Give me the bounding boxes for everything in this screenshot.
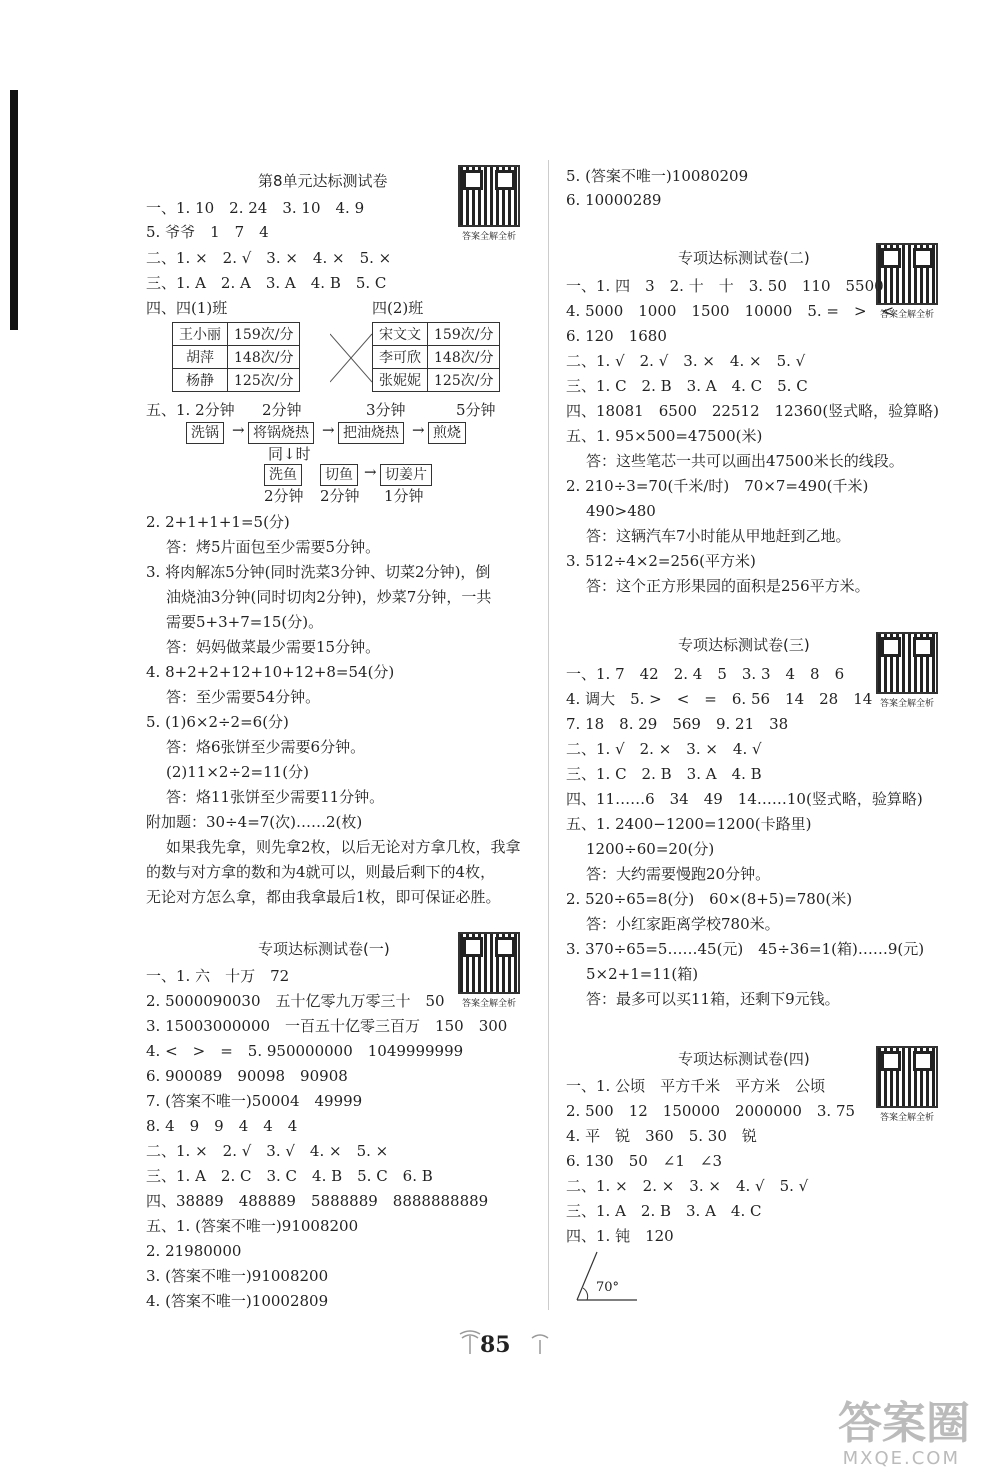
qr-caption: 答案全解全析 — [879, 1113, 934, 1123]
answer-line: 一、1. 六 十万 72 — [146, 967, 290, 985]
flow-box: 煎烧 — [428, 422, 466, 444]
answer-line: 三、1. C 2. B 3. A 4. B — [566, 765, 762, 783]
table-cell: 杨静 — [173, 369, 228, 392]
answer-line: 四、1. 钝 120 — [566, 1227, 674, 1245]
angle-label: 70° — [596, 1280, 620, 1295]
table-cell: 胡萍 — [173, 346, 228, 369]
answer-line: 答：最多可以买11箱，还剩下9元钱。 — [586, 990, 840, 1008]
page-number: 85 — [480, 1332, 511, 1358]
answer-line: 二、1. × 2. × 3. × 4. √ 5. √ — [566, 1177, 809, 1195]
qr-caption: 答案全解全析 — [879, 699, 934, 709]
section-title-4: 专项达标测试卷(四) — [678, 1050, 810, 1068]
flow-label: 3分钟 — [366, 401, 406, 419]
answer-line: 2. 500 12 150000 2000000 3. 75 — [566, 1102, 856, 1120]
answer-line: 2. 2+1+1+1=5(分) — [146, 513, 290, 531]
answer-line: 二、1. × 2. √ 3. × 4. × 5. × — [146, 249, 392, 267]
scan-edge — [10, 90, 18, 330]
flow-label: 5分钟 — [456, 401, 496, 419]
flow-label: 2分钟 — [320, 487, 360, 505]
answer-line: 三、1. A 2. C 3. C 4. B 5. C 6. B — [146, 1167, 433, 1185]
answer-line: 3. 将肉解冻5分钟(同时洗菜3分钟、切菜2分钟)，倒 — [146, 563, 491, 581]
section-title-unit8: 第8单元达标测试卷 — [258, 172, 388, 190]
answer-line: 二、1. √ 2. × 3. × 4. √ — [566, 740, 762, 758]
arrow-icon: → — [232, 421, 245, 439]
answer-line: 答：至少需要54分钟。 — [166, 688, 321, 706]
answer-line: 6. 130 50 ∠1 ∠3 — [566, 1152, 723, 1170]
answer-line: 6. 120 1680 — [566, 327, 667, 345]
qr-caption: 答案全解全析 — [461, 999, 516, 1009]
class-table-1 — [172, 322, 300, 392]
answer-line: 3. (答案不唯一)91008200 — [146, 1267, 329, 1285]
section-title-2: 专项达标测试卷(二) — [678, 249, 810, 267]
table-cell: 159次/分 — [228, 323, 300, 346]
table-cell: 148次/分 — [228, 346, 300, 369]
answer-line: 二、1. × 2. √ 3. √ 4. × 5. × — [146, 1142, 389, 1160]
qr-icon — [876, 632, 938, 694]
flow-label: 1分钟 — [384, 487, 424, 505]
answer-line: 答：烙6张饼至少需要6分钟。 — [166, 738, 366, 756]
watermark-logo: 答案圈 — [838, 1398, 970, 1449]
column-divider — [548, 160, 549, 1310]
answer-line: 2. 520÷65=8(分) 60×(8+5)=780(米) — [566, 890, 853, 908]
answer-line: (2)11×2÷2=11(分) — [166, 763, 309, 781]
answer-line: 如果我先拿，则先拿2枚，以后无论对方拿几枚，我拿 — [166, 838, 521, 856]
answer-line: 五、1. 95×500=47500(米) — [566, 427, 763, 445]
answer-line: 2. 5000090030 五十亿零九万零三十 50 — [146, 992, 445, 1010]
answer-line: 4. 8+2+2+12+10+12+8=54(分) — [146, 663, 395, 681]
answer-line: 3. 15003000000 一百五十亿零三百万 150 300 — [146, 1017, 508, 1035]
qr-code[interactable] — [458, 165, 520, 242]
answer-line: 油烧油3分钟(同时切肉2分钟)，炒菜7分钟，一共 — [166, 588, 492, 606]
answer-line: 8. 4 9 9 4 4 4 — [146, 1117, 298, 1135]
flow-box: 把油烧热 — [338, 422, 404, 444]
section-title-3: 专项达标测试卷(三) — [678, 636, 810, 654]
flow-box: 切鱼 — [320, 464, 358, 486]
flow-box: 将锅烧热 — [248, 422, 314, 444]
answer-line: 1200÷60=20(分) — [586, 840, 715, 858]
answer-line: 三、1. A 2. A 3. A 4. B 5. C — [146, 274, 387, 292]
answer-line: 无论对方怎么拿，都由我拿最后1枚，即可保证必胜。 — [146, 888, 501, 906]
answer-line: 的数与对方拿的数和为4就可以，则最后剩下的4枚， — [146, 863, 496, 881]
qr-icon — [458, 932, 520, 994]
qr-caption: 答案全解全析 — [461, 232, 516, 242]
answer-line: 2. 21980000 — [146, 1242, 242, 1260]
arrow-icon: → — [412, 421, 425, 439]
answer-line: 490>480 — [586, 502, 656, 520]
flow-label: 同↓时 — [268, 445, 311, 463]
answer-line: 一、1. 7 42 2. 4 5 3. 3 4 8 6 — [566, 665, 845, 683]
answer-line: 四、11……6 34 49 14……10(竖式略，验算略) — [566, 790, 923, 808]
answer-line: 4. (答案不唯一)10002809 — [146, 1292, 329, 1310]
answer-line: 答：小红家距离学校780米。 — [586, 915, 780, 933]
table-cell: 宋文文 — [373, 323, 428, 346]
qr-code[interactable] — [876, 1046, 938, 1123]
flow-label: 2分钟 — [262, 401, 302, 419]
answer-line: 3. 512÷4×2=256(平方米) — [566, 552, 756, 570]
table-cell: 张妮妮 — [373, 369, 428, 392]
table-cell: 125次/分 — [428, 369, 500, 392]
flow-box: 切姜片 — [380, 464, 432, 486]
answer-line: 答：这个正方形果园的面积是256平方米。 — [586, 577, 870, 595]
answer-line: 3. 370÷65=5……45(元) 45÷36=1(箱)……9(元) — [566, 940, 925, 958]
table-cell: 148次/分 — [428, 346, 500, 369]
answer-line: 5. (答案不唯一)10080209 — [566, 167, 749, 185]
answer-line: 二、1. √ 2. √ 3. × 4. × 5. √ — [566, 352, 806, 370]
answer-line: 一、1. 公顷 平方千米 平方米 公顷 — [566, 1077, 826, 1095]
answer-line: 4. 调大 5. > < = 6. 56 14 28 14 — [566, 690, 873, 708]
table-cell: 125次/分 — [228, 369, 300, 392]
answer-line: 答：烤5片面包至少需要5分钟。 — [166, 538, 381, 556]
answer-line: 四、18081 6500 22512 12360(竖式略，验算略) — [566, 402, 940, 420]
answer-line: 6. 900089 90098 90908 — [146, 1067, 348, 1085]
answer-line: 附加题：30÷4=7(次)……2(枚) — [146, 813, 363, 831]
answer-line: 4. 5000 1000 1500 10000 5. = > < — [566, 302, 895, 320]
answer-line: 7. (答案不唯一)50004 49999 — [146, 1092, 363, 1110]
answer-line: 答：妈妈做菜最少需要15分钟。 — [166, 638, 381, 656]
answer-line: 四、38889 488889 5888889 8888888889 — [146, 1192, 489, 1210]
flow-label: 五、1. 2分钟 — [146, 401, 235, 419]
answer-line: 一、1. 四 3 2. 十 十 3. 50 110 5500 — [566, 277, 884, 295]
answer-line: 6. 10000289 — [566, 191, 662, 209]
match-lines — [330, 322, 372, 394]
qr-code[interactable] — [876, 632, 938, 709]
answer-line: 7. 18 8. 29 569 9. 21 38 — [566, 715, 789, 733]
class-table-2 — [372, 322, 500, 392]
answer-line: 2. 210÷3=70(千米/时) 70×7=490(千米) — [566, 477, 869, 495]
section-title-1: 专项达标测试卷(一) — [258, 940, 390, 958]
answer-line: 三、1. A 2. B 3. A 4. C — [566, 1202, 762, 1220]
answer-line: 5. (1)6×2÷2=6(分) — [146, 713, 289, 731]
flow-box: 洗鱼 — [264, 464, 302, 486]
answer-line: 三、1. C 2. B 3. A 4. C 5. C — [566, 377, 808, 395]
answer-line: 四、四(1)班 — [146, 299, 228, 317]
table-cell: 王小丽 — [173, 323, 228, 346]
qr-code[interactable] — [458, 932, 520, 1009]
answer-line: 4. 平 锐 360 5. 30 锐 — [566, 1127, 757, 1145]
watermark-url: MXQE.COM — [842, 1448, 960, 1469]
qr-icon — [876, 1046, 938, 1108]
answer-line: 5×2+1=11(箱) — [586, 965, 699, 983]
answer-line: 四(2)班 — [372, 299, 424, 317]
qr-caption: 答案全解全析 — [879, 310, 934, 320]
table-cell: 159次/分 — [428, 323, 500, 346]
answer-line: 答：烙11张饼至少需要11分钟。 — [166, 788, 385, 806]
answer-line: 五、1. (答案不唯一)91008200 — [146, 1217, 359, 1235]
answer-line: 4. < > = 5. 950000000 1049999999 — [146, 1042, 464, 1060]
answer-line: 需要5+3+7=15(分)。 — [166, 613, 324, 631]
qr-icon — [876, 243, 938, 305]
flow-box: 洗锅 — [186, 422, 224, 444]
arrow-icon: → — [364, 463, 377, 481]
answer-line: 答：这辆汽车7小时能从甲地赶到乙地。 — [586, 527, 851, 545]
table-cell: 李可欣 — [373, 346, 428, 369]
answer-line: 五、1. 2400−1200=1200(卡路里) — [566, 815, 812, 833]
answer-line: 一、1. 10 2. 24 3. 10 4. 9 — [146, 199, 365, 217]
answer-line: 5. 爷爷 1 7 4 — [146, 223, 269, 241]
flow-label: 2分钟 — [264, 487, 304, 505]
qr-icon — [458, 165, 520, 227]
answer-line: 答：这些笔芯一共可以画出47500米长的线段。 — [586, 452, 904, 470]
arrow-icon: → — [322, 421, 335, 439]
answer-line: 答：大约需要慢跑20分钟。 — [586, 865, 771, 883]
